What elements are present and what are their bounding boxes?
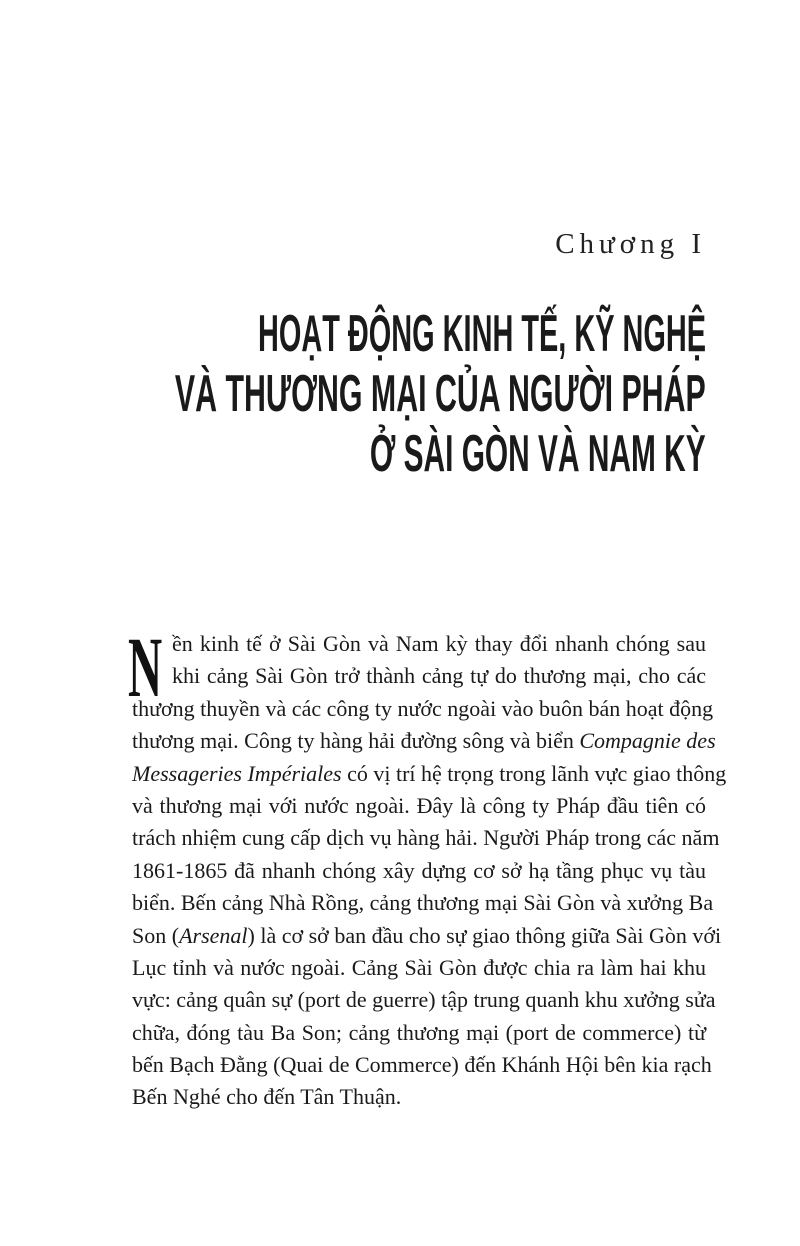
text-line <box>132 822 720 854</box>
text-line <box>132 725 716 757</box>
text-line <box>132 1049 712 1081</box>
italic-text: Arsenal <box>179 922 248 948</box>
text-line <box>132 790 706 822</box>
text-run: khi cảng Sài Gòn trở thành cảng tự do thương mại, cho các <box>172 663 706 689</box>
text-run: ền kinh tế ở Sài Gòn và Nam kỳ thay đổi nhanh chóng sau <box>172 631 706 656</box>
text-run: Son ( <box>132 922 180 948</box>
text-run: có vị trí hệ trọng trong lãnh vực giao thông <box>341 760 727 786</box>
chapter-title-line: HOẠT ĐỘNG KINH TẾ, KỸ NGHỆ <box>257 305 706 363</box>
text-line <box>132 920 722 952</box>
text-line <box>132 952 706 984</box>
text-run: và thương mại với nước ngoài. Đây là công ty Pháp đầu tiên có <box>132 792 706 818</box>
text-line <box>132 693 714 725</box>
text-line <box>172 660 706 692</box>
text-run: biển. Bến cảng Nhà Rồng, cảng thương mại Sài Gòn và xưởng Ba <box>132 890 714 916</box>
text-run: 1861-1865 đã nhanh chóng xây dựng cơ sở hạ tầng phục vụ tàu <box>132 857 706 883</box>
text-run: chữa, đóng tàu Ba Son; cảng thương mại (port de commerce) từ <box>132 1019 706 1045</box>
text-run: Lục tỉnh và nước ngoài. Cảng Sài Gòn được chia ra làm hai khu <box>132 954 706 980</box>
italic-text: Messageries Impériales <box>132 760 342 786</box>
text-line <box>132 984 716 1016</box>
drop-cap: N <box>128 619 163 715</box>
body-paragraph <box>128 619 727 1114</box>
text-line <box>132 887 714 919</box>
text-run: thương mại. Công ty hàng hải đường sông và biển <box>132 728 580 754</box>
text-run: bến Bạch Đằng (Quai de Commerce) đến Khánh Hội bên kia rạch <box>132 1052 712 1078</box>
chapter-title-line: Ở SÀI GÒN VÀ NAM KỲ <box>370 425 706 483</box>
text-line <box>132 1081 706 1113</box>
text-line <box>172 628 706 660</box>
chapter-title-line: VÀ THƯƠNG MẠI CỦA NGƯỜI PHÁP <box>175 365 706 423</box>
text-line <box>132 1017 706 1049</box>
text-run: vực: cảng quân sự (port de guerre) tập trung quanh khu xưởng sửa <box>132 987 716 1013</box>
text-line <box>132 855 706 887</box>
text-line <box>132 758 727 790</box>
text-run: Bến Nghé cho đến Tân Thuận. <box>132 1084 402 1110</box>
text-run: thương thuyền và các công ty nước ngoài vào buôn bán hoạt động <box>132 695 714 721</box>
chapter-label: Chương I <box>555 228 706 260</box>
italic-text: Compagnie des <box>579 728 716 754</box>
text-run: ) là cơ sở ban đầu cho sự giao thông giữa Sài Gòn với <box>247 922 722 948</box>
text-run: trách nhiệm cung cấp dịch vụ hàng hải. Người Pháp trong các năm <box>132 825 720 851</box>
